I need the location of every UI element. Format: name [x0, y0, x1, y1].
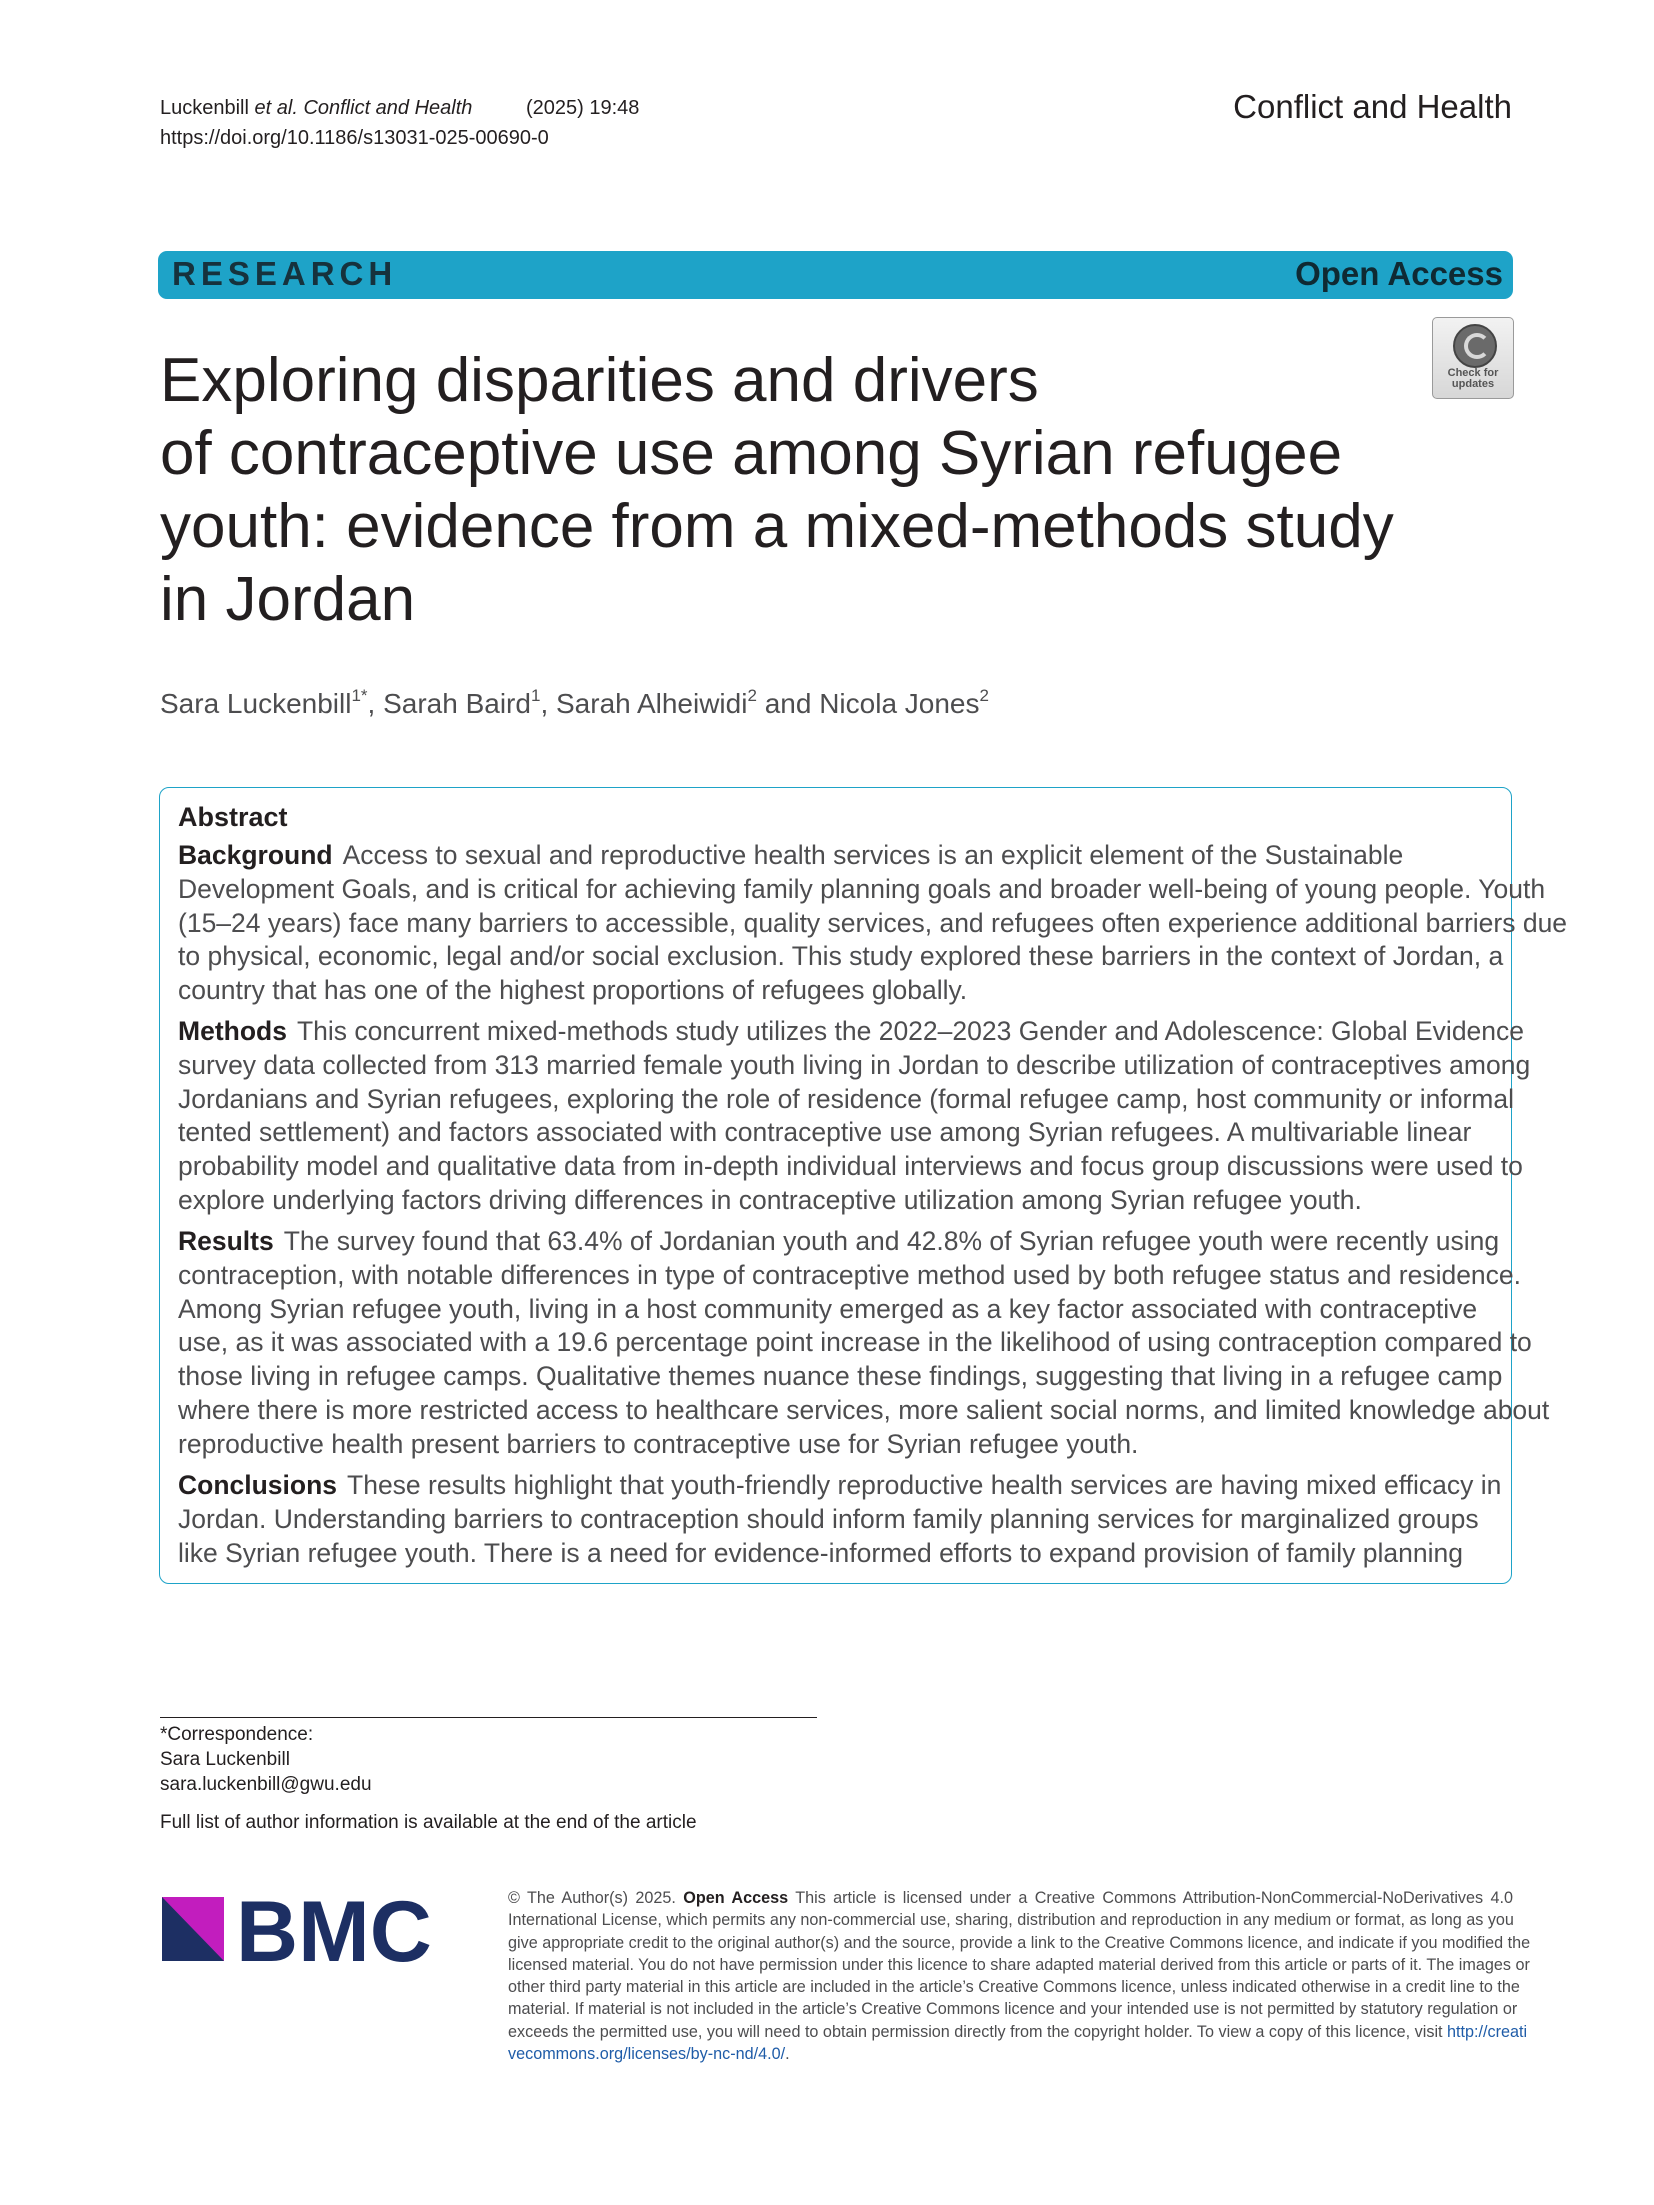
- license-line: exceeds the permitted use, you will need to obtain permission directly from the copyright holder. To view a copy of this licence, visit: [508, 2022, 1443, 2041]
- abstract-line: survey data collected from 313 married female youth living in Jordan to describe utilization of contraceptives among: [178, 1049, 1531, 1080]
- license-open-access: Open Access: [683, 1889, 789, 1907]
- author-name: Nicola Jones: [819, 688, 980, 719]
- abstract-line: probability model and qualitative data from in-depth individual interviews and focus group discussions were used to: [178, 1151, 1523, 1182]
- abstract-methods: [178, 1015, 1531, 1218]
- abstract-line: Development Goals, and is critical for achieving family planning goals and broader well-being of young people. Youth: [178, 873, 1546, 904]
- license-line: This article is licensed under a Creative Commons Attribution-NonCommercial-NoDerivatives 4.0: [795, 1889, 1513, 1907]
- badge-line1: Check for: [1447, 367, 1499, 379]
- citation-etal: et al.: [254, 97, 298, 119]
- citation-journal: Conflict and Health: [303, 97, 473, 119]
- abstract-box: [159, 787, 1568, 1584]
- author-separator: and: [756, 688, 820, 719]
- abstract-results: [178, 1225, 1550, 1462]
- abstract-line: those living in refugee camps. Qualitative themes nuance these findings, suggesting that living in a refugee camp: [178, 1361, 1503, 1392]
- correspondence-label: *Correspondence:: [160, 1724, 314, 1745]
- title-line: of contraceptive use among Syrian refugee: [160, 419, 1343, 488]
- abstract-line: Jordan. Understanding barriers to contraception should inform family planning services for marginalized groups: [178, 1503, 1479, 1534]
- running-header: [160, 93, 639, 153]
- article-type-banner: [158, 251, 1513, 299]
- license-link-cont[interactable]: vecommons.org/licenses/by-nc-nd/4.0/: [508, 2045, 786, 2064]
- abstract-line: These results highlight that youth-friendly reproductive health services are having mixed efficacy in: [347, 1470, 1502, 1500]
- author-affiliation: 1*: [351, 686, 368, 705]
- footnote-divider: [160, 1717, 817, 1718]
- logo-text: BMC: [236, 1889, 432, 1969]
- section-label: Methods: [178, 1016, 287, 1046]
- abstract-line: explore underlying factors driving differences in contraceptive utilization among Syrian refugee youth.: [178, 1184, 1362, 1215]
- author-name: Sarah Baird: [383, 688, 531, 719]
- abstract-line: This concurrent mixed-methods study utilizes the 2022–2023 Gender and Adolescence: Global Evidence: [296, 1016, 1525, 1046]
- section-label: Conclusions: [178, 1470, 338, 1500]
- license-line: material. If material is not included in the article’s Creative Commons licence and your intended use is not permitted by statutory regulation or: [508, 2000, 1518, 2019]
- author-separator: ,: [367, 688, 384, 719]
- license-line: licensed material. You do not have permission under this licence to share adapted material derived from this article or parts of it. The images or: [508, 1955, 1530, 1974]
- section-label: Results: [178, 1226, 274, 1256]
- correspondence-note: [160, 1722, 372, 1797]
- citation-authors: Luckenbill: [160, 97, 249, 119]
- license-line: other third party material in this article are included in the article’s Creative Commons licence, unless indicated otherwise in a credit line to the: [508, 1978, 1520, 1997]
- license-link[interactable]: http://creati: [1447, 2022, 1528, 2041]
- abstract-line: tented settlement) and factors associated with contraceptive use among Syrian refugees. A multivariable linear: [178, 1117, 1472, 1148]
- license-line: give appropriate credit to the original author(s) and the source, provide a link to the Creative Commons licence, and indicate if you modified the: [508, 1933, 1531, 1952]
- bmc-logo: [162, 1889, 467, 1969]
- copyright: © The Author(s) 2025.: [508, 1889, 676, 1907]
- abstract-line: Among Syrian refugee youth, living in a host community emerged as a key factor associated with contraceptive: [178, 1293, 1478, 1324]
- title-line: youth: evidence from a mixed-methods study: [160, 492, 1394, 561]
- author-affiliation: 2: [979, 686, 989, 705]
- abstract-heading: Abstract: [178, 802, 288, 832]
- citation-year: (2025) 19:48: [525, 97, 640, 119]
- abstract-conclusions: [178, 1469, 1502, 1570]
- author-affiliation: 1: [530, 686, 541, 705]
- title-line: in Jordan: [160, 565, 416, 634]
- author-name: Sarah Alheiwidi: [556, 688, 748, 719]
- author-affiliation: 2: [747, 686, 757, 705]
- author-list: [160, 688, 989, 720]
- abstract-line: reproductive health present barriers to contraceptive use for Syrian refugee youth.: [178, 1428, 1139, 1459]
- abstract-line: Jordanians and Syrian refugees, exploring the role of residence (formal refugee camp, host community or informal: [178, 1083, 1514, 1114]
- license-line: International License, which permits any non-commercial use, sharing, distribution and reproduction in any medium or format, as long as you: [508, 1911, 1514, 1930]
- abstract-background: [178, 839, 1568, 1008]
- author-separator: ,: [540, 688, 556, 719]
- abstract-line: use, as it was associated with a 19.6 percentage point increase in the likelihood of using contraception compared to: [178, 1327, 1532, 1358]
- abstract-line: The survey found that 63.4% of Jordanian youth and 42.8% of Syrian refugee youth were recently using: [283, 1226, 1500, 1256]
- abstract-line: contraception, with notable differences in type of contraceptive method used by both refugee status and residence.: [178, 1259, 1522, 1290]
- abstract-line: country that has one of the highest proportions of refugees globally.: [178, 975, 968, 1006]
- title-line: Exploring disparities and drivers: [160, 346, 1039, 415]
- license-period: .: [785, 2045, 790, 2064]
- article-title: [160, 344, 1420, 636]
- abstract-line: where there is more restricted access to healthcare services, more salient social norms, and limited knowledge about: [178, 1394, 1550, 1425]
- open-access-label: Open Access: [1295, 255, 1503, 292]
- abstract-line: Access to sexual and reproductive health services is an explicit element of the Sustainable: [342, 840, 1404, 870]
- license-statement: [508, 1887, 1531, 2065]
- correspondence-name: Sara Luckenbill: [160, 1749, 290, 1770]
- author-info-note: Full list of author information is available at the end of the article: [160, 1812, 697, 1833]
- section-label: Background: [178, 840, 333, 870]
- doi-link[interactable]: https://doi.org/10.1186/s13031-025-00690-0: [160, 127, 549, 149]
- correspondence-email[interactable]: sara.luckenbill@gwu.edu: [160, 1774, 372, 1795]
- author-name: Sara Luckenbill: [160, 688, 352, 719]
- abstract-line: like Syrian refugee youth. There is a need for evidence-informed efforts to expand provision of family planning: [178, 1537, 1464, 1568]
- check-for-updates-badge[interactable]: [1432, 317, 1514, 399]
- badge-line2: updates: [1451, 378, 1495, 390]
- crossmark-icon: [1453, 324, 1497, 368]
- abstract-line: to physical, economic, legal and/or social exclusion. This study explored these barriers in the context of Jordan, a: [178, 941, 1504, 972]
- journal-name: Conflict and Health: [1233, 88, 1512, 125]
- article-type-label: RESEARCH: [172, 255, 398, 292]
- abstract-line: (15–24 years) face many barriers to accessible, quality services, and refugees often experience additional barriers due: [178, 907, 1568, 938]
